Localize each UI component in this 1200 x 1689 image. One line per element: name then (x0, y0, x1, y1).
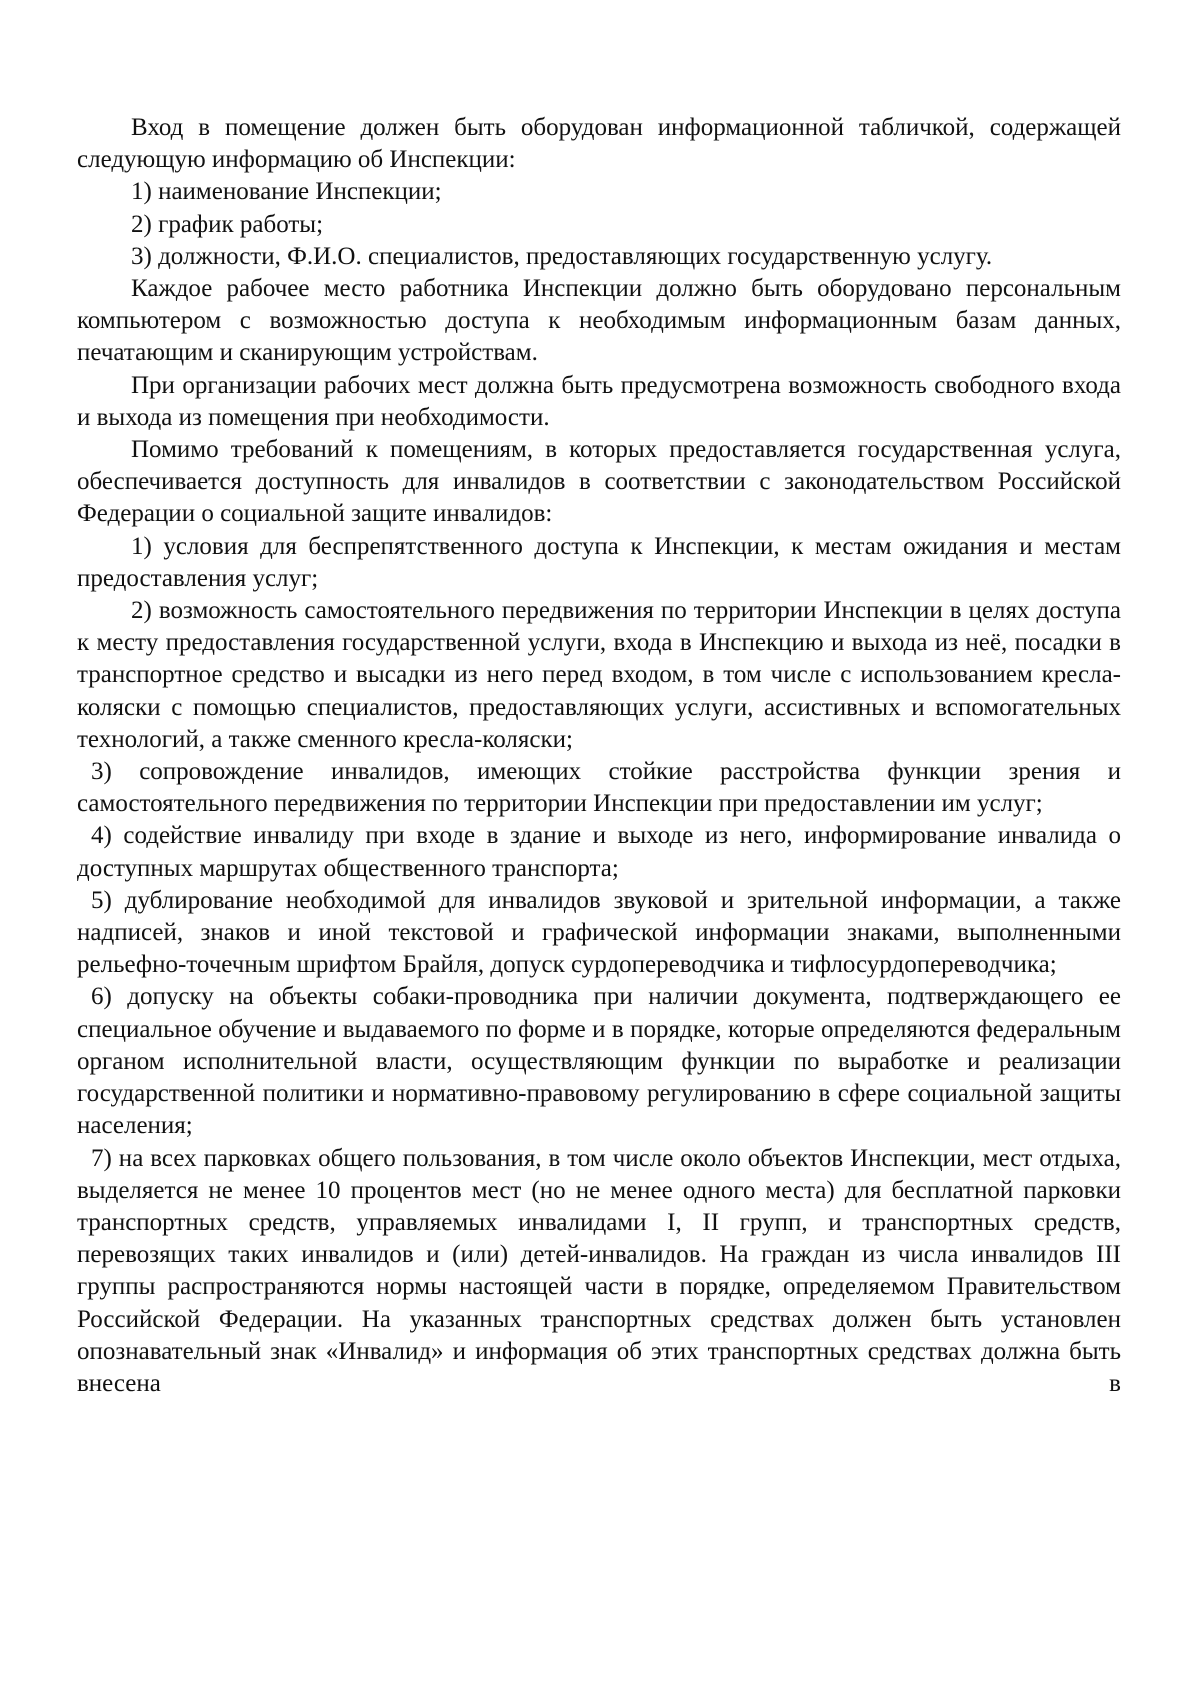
paragraph-workplace-equipment: Каждое рабочее место работника Инспекции должно быть оборудовано персональным компьютером с возможностью доступа к необходимым информационным базам данных, печатающим и сканирующим устройствам. (77, 275, 1121, 367)
list-item-guide-dog: 6) допуску на объекты собаки-проводника при наличии документа, подтверждающего ее специальное обучение и выдаваемого по форме и в порядке, которые определяются федеральным органом исполнительной власти, осуществляющим функции по выработке и реализации государственной политики и нормативно-правовому регулированию в сфере социальной защиты населения; (77, 983, 1121, 1140)
list-item-work-schedule: 2) график работы; (131, 210, 324, 238)
list-item-parking: 7) на всех парковках общего пользования, в том числе около объектов Инспекции, мест отдыха, выделяется не менее 10 процентов мест (но не менее одного места) для бесплатной парковки транспортных средств, управляемых инвалидами I, II групп, и транспортных средств, перевозящих таких инвалидов и (или) детей-инвалидов. На граждан из числа инвалидов III группы распространяются нормы настоящей части в порядке, определяемом Правительством Российской Федерации. На указанных транспортных средствах должен быть установлен опознавательный знак «Инвалид» и информация об этих транспортных средствах должна быть внесена в (77, 1144, 1121, 1397)
paragraph-workplace-organization: При организации рабочих мест должна быть предусмотрена возможность свободного входа и выхода из помещения при необходимости. (77, 371, 1121, 431)
paragraph-entrance-sign: Вход в помещение должен быть оборудован информационной табличкой, содержащей следующую информацию об Инспекции: (77, 114, 1121, 174)
list-item-independent-movement: 2) возможность самостоятельного передвижения по территории Инспекции в целях доступа к месту предоставления государственной услуги, входа в Инспекцию и выхода из неё, посадки в транспортное средство и высадки из него перед входом, в том числе с использованием кресла-коляски с помощью специалистов, предоставляющих услуги, ассистивных и вспомогательных технологий, а также сменного кресла-коляски; (77, 597, 1121, 753)
list-item-assistance: 4) содействие инвалиду при входе в здание и выходе из него, информирование инвалида о доступных маршрутах общественного транспорта; (77, 822, 1121, 882)
list-item-escort: 3) сопровождение инвалидов, имеющих стойкие расстройства функции зрения и самостоятельного передвижения по территории Инспекции при предоставлении им услуг; (77, 758, 1121, 818)
list-item-information-duplication: 5) дублирование необходимой для инвалидов звуковой и зрительной информации, а также надписей, знаков и иной текстовой и графической информации знаками, выполненными рельефно-точечным шрифтом Брайля, допуск сурдопереводчика и тифлосурдопереводчика; (77, 886, 1121, 979)
list-item-specialists: 3) должности, Ф.И.О. специалистов, предоставляющих государственную услугу. (131, 242, 993, 270)
list-item-unobstructed-access: 1) условия для беспрепятственного доступа к Инспекции, к местам ожидания и местам предоставления услуг; (77, 532, 1121, 592)
paragraph-accessibility-intro: Помимо требований к помещениям, в которых предоставляется государственная услуга, обеспечивается доступность для инвалидов в соответствии с законодательством Российской Федерации о социальной защите инвалидов: (77, 436, 1121, 528)
document-page (77, 112, 1121, 1400)
list-item-inspection-name: 1) наименование Инспекции; (131, 178, 442, 206)
